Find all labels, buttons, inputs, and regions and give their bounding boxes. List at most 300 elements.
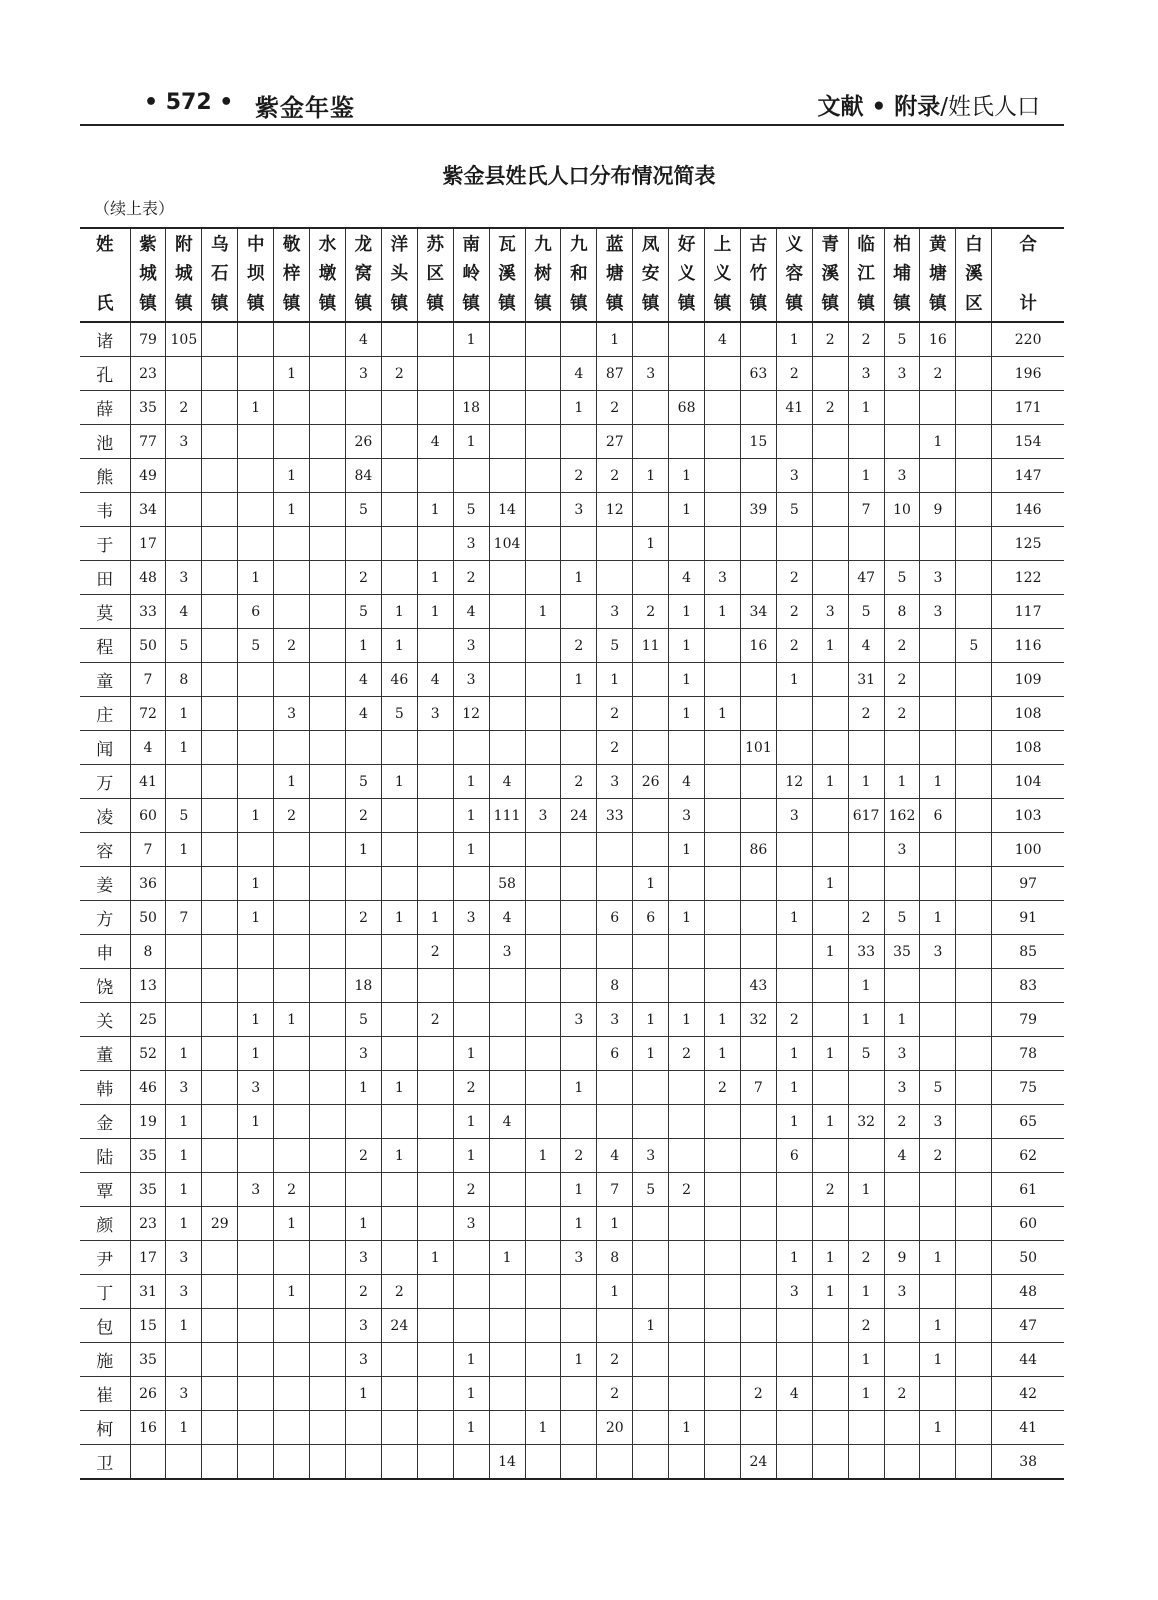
- column-header-label: [705, 237, 740, 313]
- count-cell: [740, 527, 776, 561]
- total-cell: 65: [992, 1105, 1064, 1139]
- count-cell: 3: [166, 1377, 202, 1411]
- column-header-char: 附: [175, 235, 193, 255]
- count-cell: [417, 1139, 453, 1173]
- count-cell: [669, 527, 705, 561]
- column-header-char: 和: [570, 264, 588, 285]
- count-cell: [489, 1411, 525, 1445]
- count-cell: [166, 1343, 202, 1377]
- count-cell: [310, 629, 346, 663]
- surname-cell: 池: [80, 425, 130, 459]
- count-cell: 1: [705, 697, 741, 731]
- surname-cell: 薛: [80, 391, 130, 425]
- total-cell: 48: [992, 1275, 1064, 1309]
- count-cell: 24: [561, 799, 597, 833]
- count-cell: 2: [920, 357, 956, 391]
- count-cell: [489, 459, 525, 493]
- count-cell: 1: [884, 765, 920, 799]
- count-cell: 3: [776, 459, 812, 493]
- count-cell: [597, 1071, 633, 1105]
- count-cell: 2: [597, 1343, 633, 1377]
- count-cell: [597, 935, 633, 969]
- count-cell: 1: [453, 1411, 489, 1445]
- count-cell: [453, 1445, 489, 1480]
- count-cell: 1: [453, 425, 489, 459]
- count-cell: 2: [597, 1377, 633, 1411]
- count-cell: [238, 1377, 274, 1411]
- count-cell: [956, 731, 992, 765]
- count-cell: 3: [166, 425, 202, 459]
- table-row: [80, 1343, 1064, 1377]
- corner-char-1: 姓: [96, 235, 114, 255]
- count-cell: [956, 1411, 992, 1445]
- count-cell: [417, 1105, 453, 1139]
- count-cell: [417, 765, 453, 799]
- count-cell: 3: [705, 561, 741, 595]
- count-cell: [740, 765, 776, 799]
- count-cell: 3: [345, 1241, 381, 1275]
- count-cell: [920, 1003, 956, 1037]
- table-row: [80, 935, 1064, 969]
- count-cell: 35: [130, 1139, 166, 1173]
- column-header: [956, 228, 992, 322]
- column-header: [669, 228, 705, 322]
- surname-cell: 万: [80, 765, 130, 799]
- count-cell: [417, 867, 453, 901]
- count-cell: [238, 1241, 274, 1275]
- count-cell: 2: [884, 629, 920, 663]
- count-cell: 1: [453, 1377, 489, 1411]
- count-cell: [525, 493, 561, 527]
- surname-cell: 关: [80, 1003, 130, 1037]
- count-cell: [956, 1139, 992, 1173]
- count-cell: 8: [597, 969, 633, 1003]
- count-cell: [740, 322, 776, 357]
- count-cell: [310, 1105, 346, 1139]
- count-cell: [274, 1445, 310, 1480]
- count-cell: [705, 901, 741, 935]
- count-cell: [202, 663, 238, 697]
- count-cell: [417, 391, 453, 425]
- total-cell: 108: [992, 697, 1064, 731]
- count-cell: 104: [489, 527, 525, 561]
- count-cell: 6: [238, 595, 274, 629]
- count-cell: [274, 322, 310, 357]
- count-cell: 1: [920, 1411, 956, 1445]
- count-cell: 39: [740, 493, 776, 527]
- count-cell: [489, 357, 525, 391]
- table-row: [80, 1241, 1064, 1275]
- count-cell: 2: [812, 1173, 848, 1207]
- column-header-label: [633, 237, 668, 313]
- count-cell: [310, 765, 346, 799]
- count-cell: 2: [884, 663, 920, 697]
- count-cell: [669, 1309, 705, 1343]
- count-cell: [166, 1003, 202, 1037]
- count-cell: [561, 1037, 597, 1071]
- table-row: [80, 357, 1064, 391]
- count-cell: 3: [920, 935, 956, 969]
- count-cell: 1: [776, 663, 812, 697]
- count-cell: 43: [740, 969, 776, 1003]
- count-cell: [345, 867, 381, 901]
- count-cell: 27: [597, 425, 633, 459]
- count-cell: 1: [489, 1241, 525, 1275]
- surname-cell: 金: [80, 1105, 130, 1139]
- count-cell: 4: [417, 663, 453, 697]
- count-cell: 5: [166, 629, 202, 663]
- surname-cell: 田: [80, 561, 130, 595]
- count-cell: [956, 697, 992, 731]
- count-cell: [166, 935, 202, 969]
- count-cell: [669, 1105, 705, 1139]
- table-row: [80, 901, 1064, 935]
- count-cell: [669, 1207, 705, 1241]
- count-cell: [202, 731, 238, 765]
- table-row: [80, 1105, 1064, 1139]
- count-cell: 3: [525, 799, 561, 833]
- count-cell: 29: [202, 1207, 238, 1241]
- count-cell: 1: [597, 322, 633, 357]
- count-cell: 3: [633, 357, 669, 391]
- count-cell: [381, 833, 417, 867]
- count-cell: 3: [920, 595, 956, 629]
- count-cell: 1: [633, 1003, 669, 1037]
- count-cell: 3: [274, 697, 310, 731]
- column-header-char: 镇: [570, 293, 588, 314]
- count-cell: [740, 867, 776, 901]
- count-cell: [525, 663, 561, 697]
- count-cell: 4: [345, 697, 381, 731]
- count-cell: 1: [561, 1207, 597, 1241]
- count-cell: 7: [130, 833, 166, 867]
- count-cell: [310, 697, 346, 731]
- column-header-char: 溪: [498, 264, 516, 285]
- count-cell: 1: [525, 595, 561, 629]
- count-cell: [740, 1309, 776, 1343]
- header-row: [80, 228, 1064, 322]
- count-cell: 50: [130, 629, 166, 663]
- count-cell: 2: [345, 1275, 381, 1309]
- column-header-char: 镇: [929, 293, 947, 314]
- column-header-char: 墩: [318, 264, 337, 285]
- count-cell: 4: [345, 322, 381, 357]
- count-cell: [561, 935, 597, 969]
- count-cell: 35: [884, 935, 920, 969]
- count-cell: 33: [597, 799, 633, 833]
- count-cell: [740, 1207, 776, 1241]
- count-cell: [705, 1343, 741, 1377]
- count-cell: 4: [489, 1105, 525, 1139]
- count-cell: [633, 493, 669, 527]
- count-cell: 1: [561, 663, 597, 697]
- count-cell: [597, 1445, 633, 1480]
- count-cell: 8: [166, 663, 202, 697]
- count-cell: [310, 663, 346, 697]
- count-cell: [238, 1445, 274, 1480]
- column-header-char: 石: [211, 264, 229, 285]
- count-cell: [489, 1139, 525, 1173]
- count-cell: [381, 1037, 417, 1071]
- table-row: [80, 493, 1064, 527]
- count-cell: [956, 1105, 992, 1139]
- table-row: [80, 459, 1064, 493]
- count-cell: [920, 663, 956, 697]
- count-cell: 2: [633, 595, 669, 629]
- column-header-char: 洋: [390, 235, 409, 255]
- column-header-char: 埔: [893, 264, 911, 285]
- total-cell: 146: [992, 493, 1064, 527]
- count-cell: 1: [345, 1377, 381, 1411]
- count-cell: 1: [920, 1343, 956, 1377]
- count-cell: [956, 765, 992, 799]
- count-cell: [705, 663, 741, 697]
- total-cell: 196: [992, 357, 1064, 391]
- count-cell: [920, 867, 956, 901]
- column-header-label: [490, 237, 525, 313]
- count-cell: 12: [597, 493, 633, 527]
- count-cell: [238, 1207, 274, 1241]
- column-header-label: [346, 237, 381, 313]
- column-header-char: 义: [785, 235, 804, 255]
- count-cell: [956, 357, 992, 391]
- count-cell: [956, 935, 992, 969]
- count-cell: 2: [453, 561, 489, 595]
- count-cell: [669, 867, 705, 901]
- count-cell: [956, 1241, 992, 1275]
- count-cell: [920, 1037, 956, 1071]
- count-cell: 1: [238, 1003, 274, 1037]
- count-cell: 2: [345, 561, 381, 595]
- column-header-char: 镇: [462, 293, 480, 314]
- column-header: [740, 228, 776, 322]
- count-cell: [705, 391, 741, 425]
- table-row: [80, 799, 1064, 833]
- total-header: [992, 228, 1064, 322]
- count-cell: 1: [238, 901, 274, 935]
- count-cell: 31: [130, 1275, 166, 1309]
- count-cell: [561, 969, 597, 1003]
- count-cell: 34: [130, 493, 166, 527]
- count-cell: [345, 1445, 381, 1480]
- count-cell: 7: [130, 663, 166, 697]
- count-cell: [812, 1411, 848, 1445]
- total-cell: 147: [992, 459, 1064, 493]
- table-row: [80, 833, 1064, 867]
- count-cell: [956, 1003, 992, 1037]
- count-cell: [884, 1411, 920, 1445]
- count-cell: 18: [453, 391, 489, 425]
- count-cell: [956, 663, 992, 697]
- count-cell: 3: [489, 935, 525, 969]
- count-cell: [956, 561, 992, 595]
- count-cell: [417, 1445, 453, 1480]
- count-cell: [310, 1343, 346, 1377]
- count-cell: [489, 1003, 525, 1037]
- count-cell: [202, 1037, 238, 1071]
- count-cell: [310, 1445, 346, 1480]
- count-cell: 60: [130, 799, 166, 833]
- count-cell: [238, 1275, 274, 1309]
- count-cell: [381, 1343, 417, 1377]
- column-header: [812, 228, 848, 322]
- count-cell: [812, 1139, 848, 1173]
- column-header-char: 镇: [318, 293, 337, 314]
- count-cell: 1: [848, 1343, 884, 1377]
- count-cell: 1: [561, 1071, 597, 1105]
- count-cell: 2: [417, 1003, 453, 1037]
- count-cell: [453, 357, 489, 391]
- column-header-label: [274, 237, 309, 313]
- count-cell: 14: [489, 1445, 525, 1480]
- count-cell: 1: [812, 867, 848, 901]
- count-cell: [633, 833, 669, 867]
- count-cell: 1: [705, 595, 741, 629]
- count-cell: [274, 561, 310, 595]
- count-cell: [956, 527, 992, 561]
- column-header-char: 岭: [462, 264, 480, 285]
- count-cell: [310, 935, 346, 969]
- count-cell: [274, 901, 310, 935]
- count-cell: [453, 1241, 489, 1275]
- count-cell: [202, 1309, 238, 1343]
- count-cell: 1: [705, 1037, 741, 1071]
- count-cell: [166, 765, 202, 799]
- count-cell: 5: [238, 629, 274, 663]
- count-cell: 3: [884, 833, 920, 867]
- count-cell: 4: [669, 561, 705, 595]
- count-cell: 5: [848, 1037, 884, 1071]
- count-cell: 5: [884, 561, 920, 595]
- count-cell: [238, 1343, 274, 1377]
- count-cell: [417, 1071, 453, 1105]
- count-cell: 15: [740, 425, 776, 459]
- section-main: 文献 • 附录: [817, 94, 941, 120]
- count-cell: [956, 1445, 992, 1480]
- count-cell: [740, 1275, 776, 1309]
- count-cell: [705, 969, 741, 1003]
- count-cell: [920, 833, 956, 867]
- count-cell: 2: [848, 322, 884, 357]
- column-header-label: [166, 237, 201, 313]
- count-cell: [740, 799, 776, 833]
- count-cell: [310, 425, 346, 459]
- count-cell: 3: [920, 1105, 956, 1139]
- count-cell: 1: [812, 935, 848, 969]
- surname-cell: 容: [80, 833, 130, 867]
- count-cell: [956, 459, 992, 493]
- count-cell: 2: [561, 1139, 597, 1173]
- surname-cell: 庄: [80, 697, 130, 731]
- count-cell: [381, 391, 417, 425]
- table-row: [80, 1275, 1064, 1309]
- count-cell: 16: [130, 1411, 166, 1445]
- count-cell: [525, 1207, 561, 1241]
- count-cell: [202, 459, 238, 493]
- count-cell: [669, 322, 705, 357]
- count-cell: 3: [453, 1207, 489, 1241]
- column-header-char: 容: [785, 264, 804, 285]
- count-cell: [633, 1105, 669, 1139]
- column-header: [597, 228, 633, 322]
- count-cell: [525, 1445, 561, 1480]
- total-cell: 171: [992, 391, 1064, 425]
- count-cell: 2: [274, 1173, 310, 1207]
- total-cell: 42: [992, 1377, 1064, 1411]
- count-cell: [776, 731, 812, 765]
- count-cell: [202, 527, 238, 561]
- count-cell: 1: [812, 1037, 848, 1071]
- count-cell: 3: [453, 527, 489, 561]
- count-cell: 1: [597, 1275, 633, 1309]
- count-cell: [884, 391, 920, 425]
- count-cell: [381, 493, 417, 527]
- column-header: [238, 228, 274, 322]
- count-cell: [238, 493, 274, 527]
- count-cell: [920, 1207, 956, 1241]
- count-cell: 48: [130, 561, 166, 595]
- count-cell: 3: [345, 1037, 381, 1071]
- count-cell: [956, 1071, 992, 1105]
- count-cell: [525, 697, 561, 731]
- column-header-char: 好: [677, 235, 696, 255]
- column-header-char: 龙: [354, 235, 373, 255]
- corner-header: [80, 228, 130, 322]
- count-cell: [561, 833, 597, 867]
- column-header: [525, 228, 561, 322]
- column-header-char: 镇: [534, 293, 552, 314]
- column-header-label: [597, 237, 632, 313]
- count-cell: 1: [381, 629, 417, 663]
- count-cell: 1: [274, 357, 310, 391]
- count-cell: [633, 663, 669, 697]
- count-cell: [238, 1411, 274, 1445]
- count-cell: 3: [633, 1139, 669, 1173]
- count-cell: [489, 969, 525, 1003]
- count-cell: 3: [561, 493, 597, 527]
- count-cell: 1: [848, 1377, 884, 1411]
- count-cell: [310, 1071, 346, 1105]
- count-cell: 1: [381, 765, 417, 799]
- count-cell: [705, 1411, 741, 1445]
- count-cell: [848, 731, 884, 765]
- table-row: [80, 595, 1064, 629]
- count-cell: 1: [561, 391, 597, 425]
- count-cell: 35: [130, 391, 166, 425]
- count-cell: [489, 1309, 525, 1343]
- count-cell: 24: [381, 1309, 417, 1343]
- count-cell: [740, 935, 776, 969]
- count-cell: 2: [669, 1037, 705, 1071]
- count-cell: [238, 663, 274, 697]
- count-cell: 14: [489, 493, 525, 527]
- count-cell: [956, 1037, 992, 1071]
- count-cell: 2: [884, 1105, 920, 1139]
- count-cell: 3: [848, 357, 884, 391]
- column-header-char: 瓦: [498, 235, 516, 255]
- table-row: [80, 561, 1064, 595]
- count-cell: 3: [166, 1275, 202, 1309]
- count-cell: [633, 1275, 669, 1309]
- column-header-char: 区: [426, 264, 444, 285]
- count-cell: 5: [381, 697, 417, 731]
- count-cell: [669, 935, 705, 969]
- count-cell: 1: [525, 1411, 561, 1445]
- count-cell: [633, 561, 669, 595]
- column-header: [381, 228, 417, 322]
- count-cell: 1: [238, 799, 274, 833]
- count-cell: 3: [669, 799, 705, 833]
